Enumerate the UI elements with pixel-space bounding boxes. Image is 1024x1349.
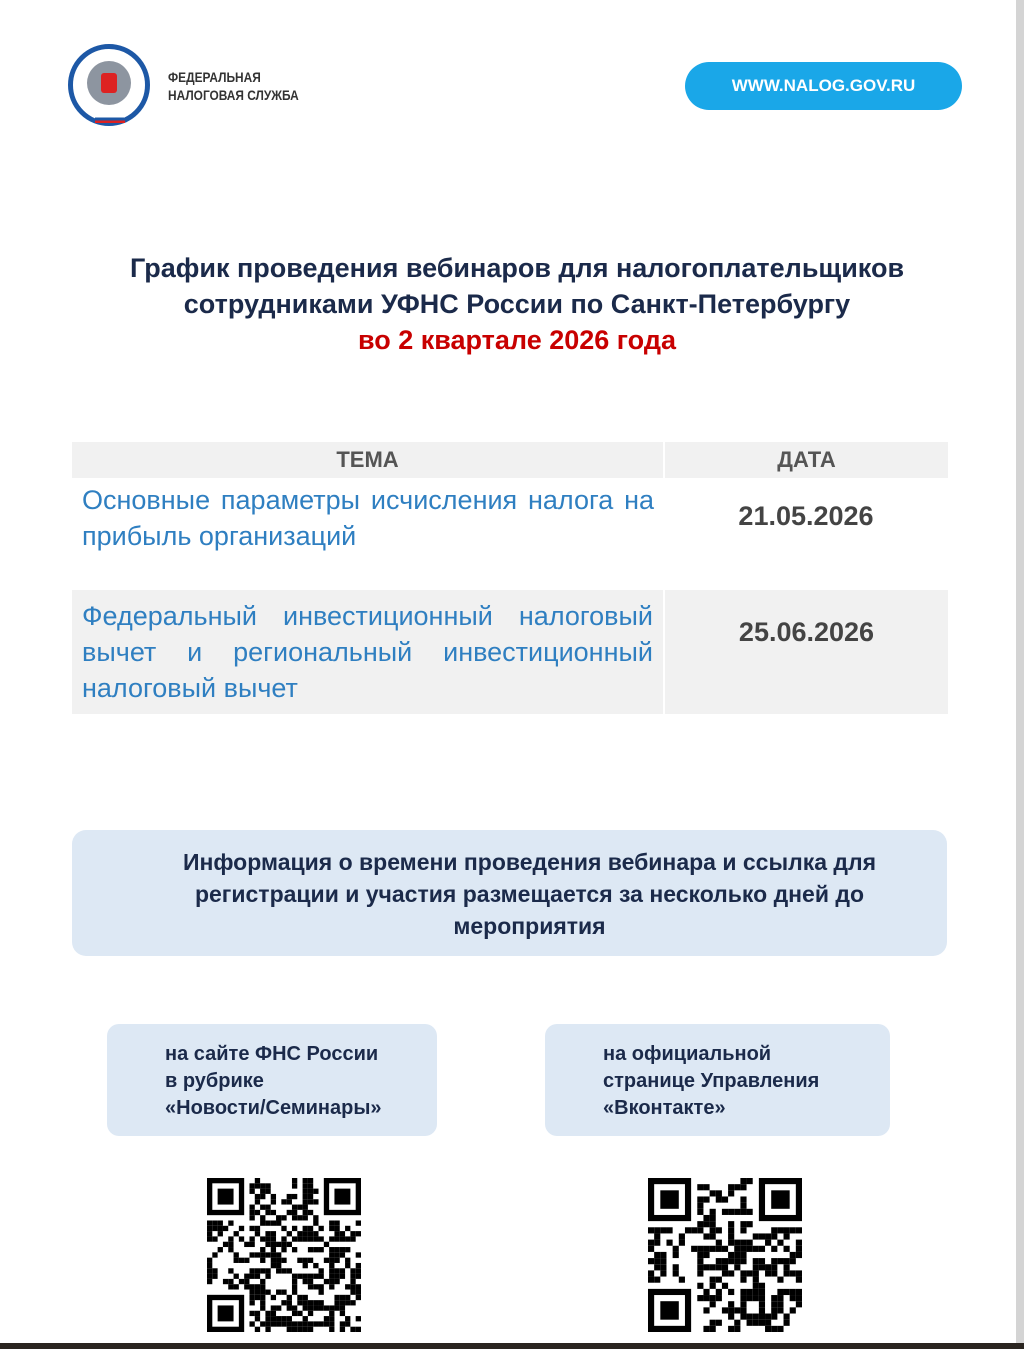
header-topic: ТЕМА (72, 442, 664, 478)
org-line2: НАЛОГОВАЯ СЛУЖБА (168, 87, 299, 103)
title-line1: График проведения вебинаров для налогоплательщиков (129, 253, 905, 283)
link-box-fns-site (107, 1024, 437, 1136)
site-link-button[interactable]: WWW.NALOG.GOV.RU (685, 62, 962, 110)
qr-code-vk[interactable] (648, 1178, 802, 1332)
header-date: ДАТА (664, 442, 948, 478)
date-cell: 25.06.2026 (664, 590, 948, 714)
title-line2: сотрудниками УФНС России по Санкт-Петербургу (183, 289, 851, 319)
link-text: на сайте ФНС России (165, 1043, 379, 1065)
link-text: в рубрике (165, 1070, 264, 1092)
link-text: странице Управления (603, 1070, 820, 1092)
link-box-vk (545, 1024, 890, 1136)
topic-cell: Основные параметры исчисления налога на прибыль организаций (82, 485, 654, 551)
link-text: «Новости/Семинары» (165, 1097, 382, 1119)
page-title (60, 250, 974, 358)
topic-cell: Федеральный инвестиционный налоговый вычет и региональный инвестиционный налоговый вычет (72, 590, 664, 714)
link-text: «Вконтакте» (603, 1097, 726, 1119)
info-notice: Информация о времени проведения вебинара и ссылка для регистрации и участия размещается за несколько дней до мероприятия (72, 830, 947, 956)
qr-code-fns-site[interactable] (207, 1178, 361, 1332)
title-period: во 2 квартале 2026 года (358, 325, 676, 355)
link-text: на официальной (603, 1043, 772, 1065)
table-row (72, 478, 948, 590)
fns-emblem-logo (68, 44, 150, 126)
table-row (72, 590, 948, 714)
org-name (168, 68, 299, 104)
scrollbar[interactable] (1016, 0, 1024, 1344)
webinar-schedule-table (72, 442, 948, 714)
date-cell: 21.05.2026 (738, 501, 874, 531)
bottom-border (0, 1343, 1024, 1349)
org-line1: ФЕДЕРАЛЬНАЯ (168, 69, 261, 85)
